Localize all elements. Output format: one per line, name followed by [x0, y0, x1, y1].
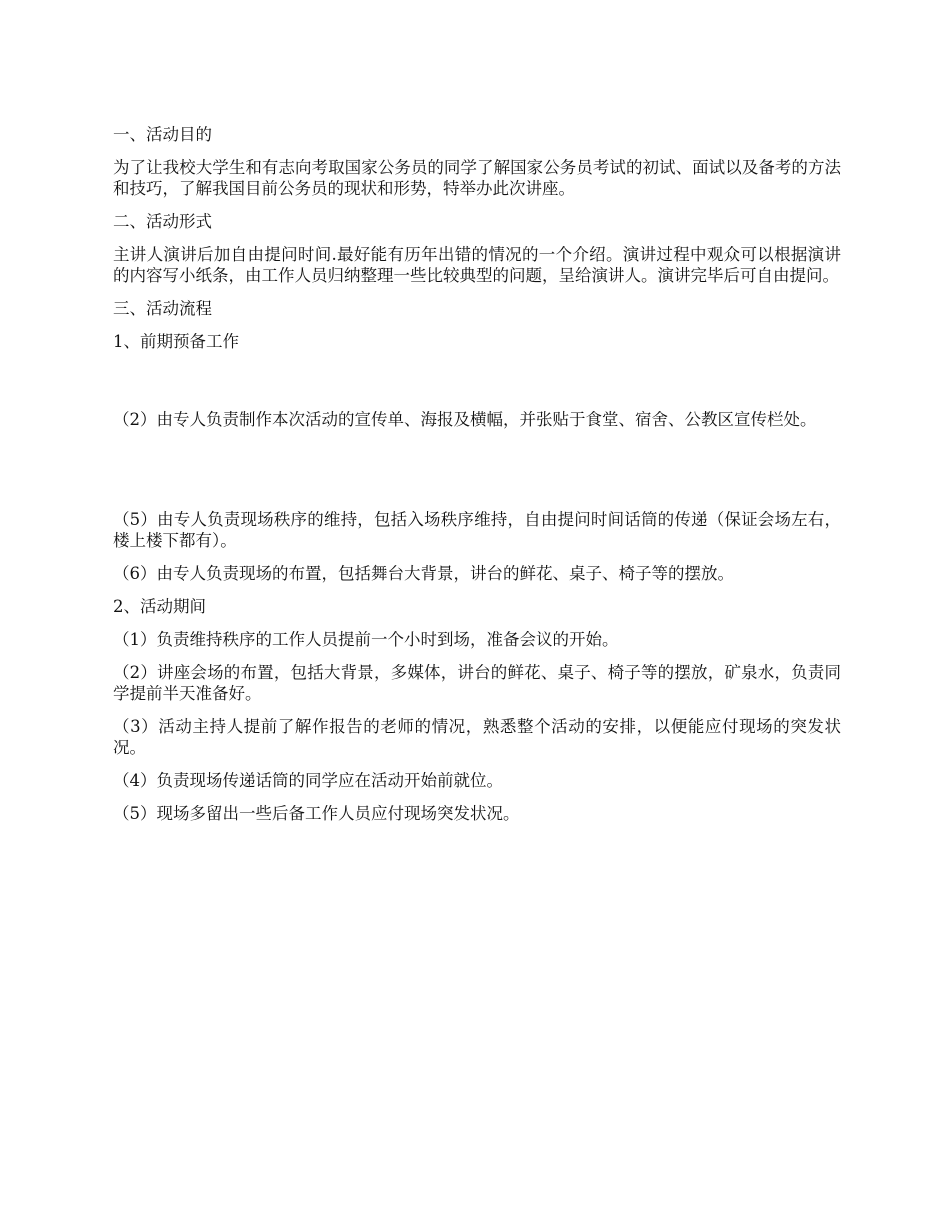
preparation-item-5: （5）由专人负责现场秩序的维持，包括入场秩序维持，自由提问时间话筒的传递（保证会场左右，楼上楼下都有）。 — [113, 510, 841, 550]
during-item-5: （5）现场多留出一些后备工作人员应付现场突发状况。 — [113, 804, 520, 823]
section-heading-purpose: 一、活动目的 — [113, 125, 212, 144]
preparation-item-6: （6）由专人负责现场的布置，包括舞台大背景，讲台的鲜花、桌子、椅子等的摆放。 — [113, 564, 734, 583]
during-item-3: （3）活动主持人提前了解作报告的老师的情况，熟悉整个活动的安排，以便能应付现场的突发状况。 — [113, 717, 841, 757]
section-heading-format: 二、活动形式 — [113, 212, 212, 231]
section-heading-process: 三、活动流程 — [113, 299, 212, 318]
during-item-1: （1）负责维持秩序的工作人员提前一个小时到场，准备会议的开始。 — [113, 630, 619, 649]
purpose-text: 为了让我校大学生和有志向考取国家公务员的同学了解国家公务员考试的初试、面试以及备考的方法和技巧，了解我国目前公务员的现状和形势，特举办此次讲座。 — [113, 158, 841, 198]
subheading-preparation: 1、前期预备工作 — [113, 332, 239, 351]
format-text: 主讲人演讲后加自由提问时间.最好能有历年出错的情况的一个介绍。演讲过程中观众可以根据演讲的内容写小纸条，由工作人员归纳整理一些比较典型的问题，呈给演讲人。演讲完毕后可自由提问。 — [113, 245, 841, 285]
subheading-during-event: 2、活动期间 — [113, 597, 206, 616]
document-page — [113, 124, 841, 836]
during-item-4: （4）负责现场传递话筒的同学应在活动开始前就位。 — [113, 771, 503, 790]
during-item-2: （2）讲座会场的布置，包括大背景，多媒体，讲台的鲜花、桌子、椅子等的摆放，矿泉水，负责同学提前半天准备好。 — [113, 663, 841, 703]
preparation-item-2: （2）由专人负责制作本次活动的宣传单、海报及横幅，并张贴于食堂、宿舍、公教区宣传栏处。 — [113, 410, 817, 429]
